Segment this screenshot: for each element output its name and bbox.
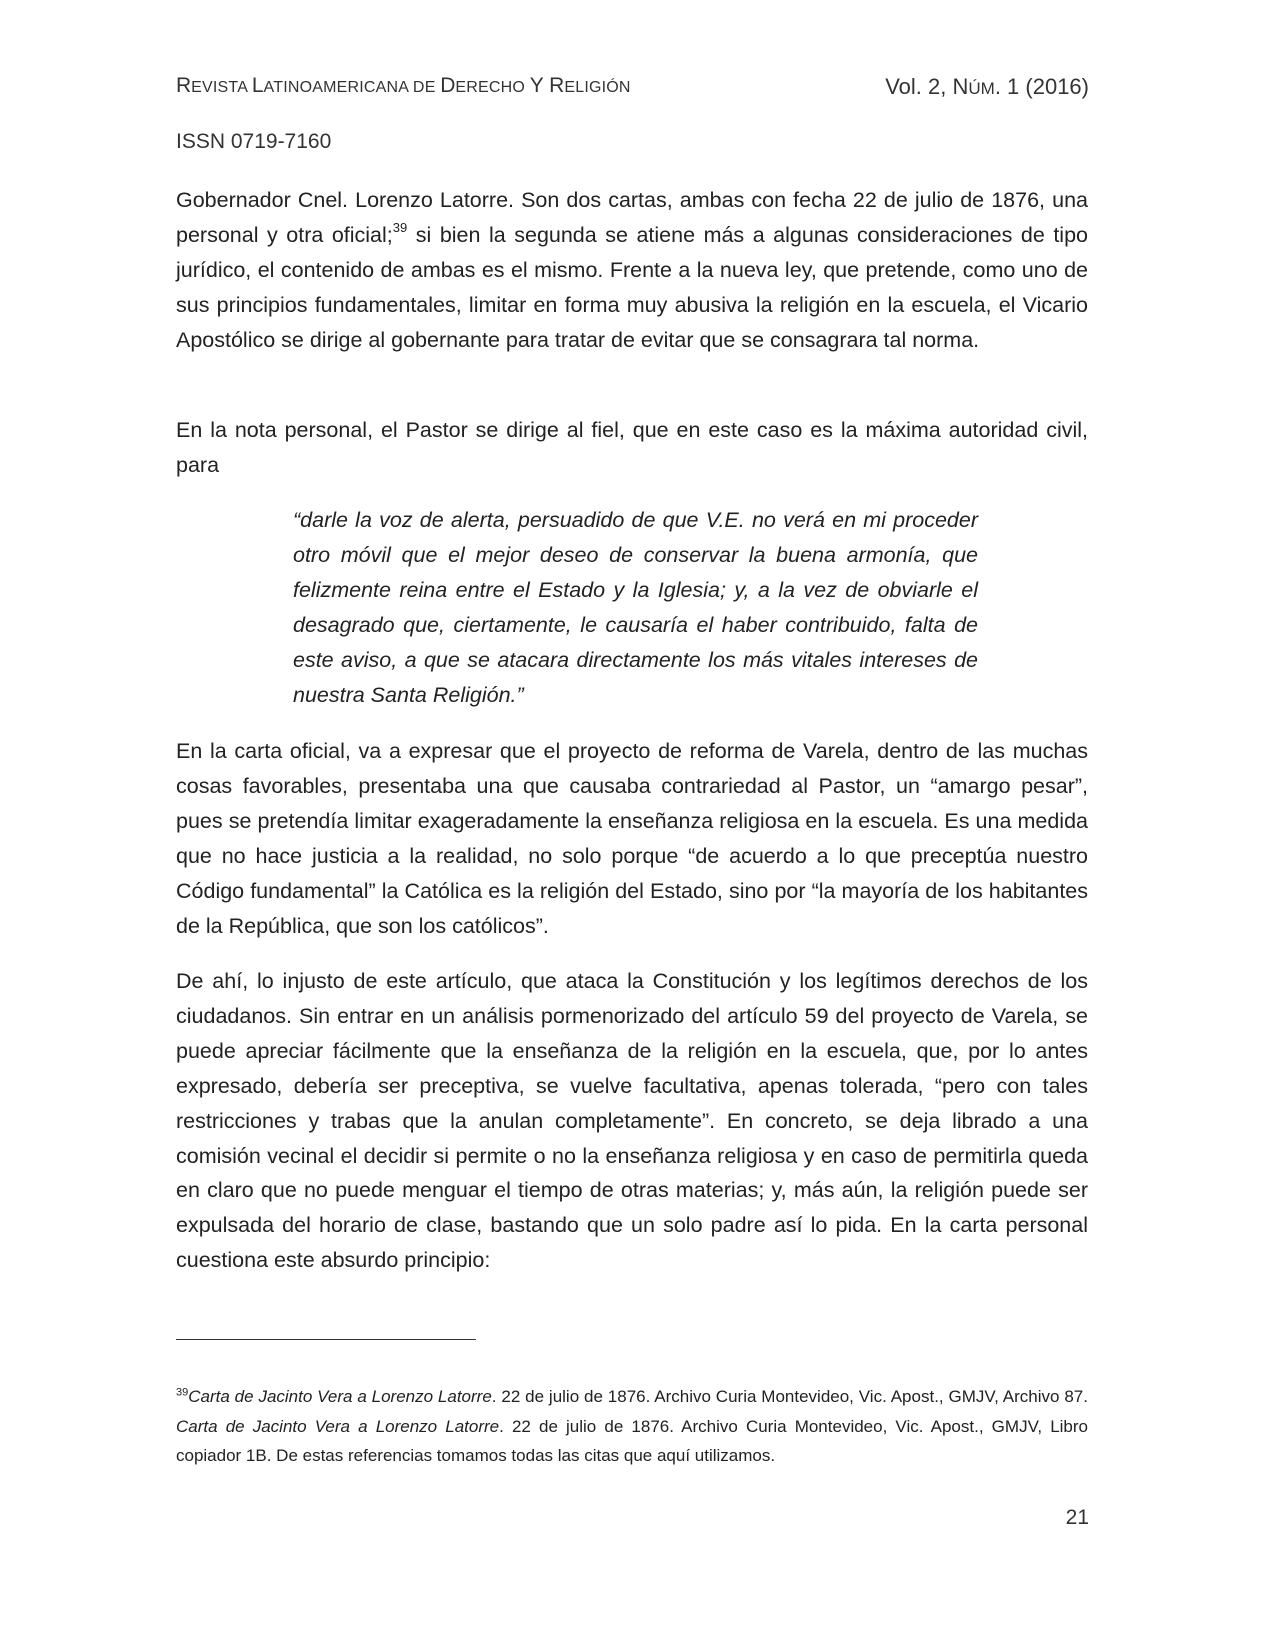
footnote-title: Carta de Jacinto Vera a Lorenzo Latorre: [188, 1387, 492, 1406]
volume-suffix: . 1 (2016): [994, 74, 1089, 99]
footnote-separator: [176, 1339, 476, 1340]
body-paragraph: En la carta oficial, va a expresar que el proyecto de reforma de Varela, dentro de las muchas cosas favorables, presentaba una que causaba contrariedad al Pastor, un “amargo pesar”, pues se pretendía limitar exageradamente la enseñanza religiosa en la escuela. Es una medida que no hace justicia a la realidad, no solo porque “de acuerdo a lo que preceptúa nuestro Código fundamental” la Católica es la religión del Estado, sino por “la mayoría de los habitantes de la República, que son los católicos”.: [176, 739, 1088, 938]
journal-title-part: D: [440, 74, 456, 97]
footnote: [176, 1382, 1088, 1471]
volume-smallcaps: ÚM: [968, 79, 995, 98]
journal-title-part: R: [176, 74, 192, 97]
journal-title: [176, 74, 631, 98]
journal-title-part: ATINOAMERICANA DE: [263, 79, 441, 96]
paragraph-text: si bien la segunda se atiene más a algunas consideraciones de tipo jurídico, el contenido de ambas es el mismo. Frente a la nueva ley, que pretende, como uno de sus principios fundamentales, limitar en forma muy abusiva la religión en la escuela, el Vicario Apostólico se dirige al gobernante para tratar de evitar que se consagrara tal norma.: [176, 222, 1088, 352]
journal-title-part: L: [251, 74, 264, 97]
page-number: 21: [1065, 1506, 1089, 1529]
body-paragraph: En la nota personal, el Pastor se dirige al fiel, que en este caso es la máxima autoridad civil, para: [176, 418, 1088, 477]
journal-title-part: ELIGIÓN: [564, 79, 631, 96]
footnote-reference[interactable]: 39: [392, 219, 408, 235]
footnote-title: Carta de Jacinto Vera a Lorenzo Latorre: [176, 1416, 500, 1436]
issn: ISSN 0719-7160: [176, 130, 332, 153]
volume-issue: [885, 74, 1089, 100]
body-paragraph: De ahí, lo injusto de este artículo, que ataca la Constitución y los legítimos derechos de los ciudadanos. Sin entrar en un análisis pormenorizado del artículo 59 del proyecto de Varela, se puede apreciar fácilmente que la enseñanza de la religión en la escuela, que, por lo antes expresado, debería ser preceptiva, se vuelve facultativa, apenas tolerada, “pero con tales restricciones y trabas que la anulan completamente”. En concreto, se deja librado a una comisión vecinal el decidir si permite o no la enseñanza religiosa y en caso de permitirla queda en claro que no puede menguar el tiempo de otras materias; y, más aún, la religión puede ser expulsada del horario de clase, bastando que un solo padre así lo pida. En la carta personal cuestiona este absurdo principio:: [176, 969, 1088, 1273]
block-quote: “darle la voz de alerta, persuadido de que V.E. no verá en mi proceder otro móvil que el mejor deseo de conservar la buena armonía, que felizmente reina entre el Estado y la Iglesia; y, a la vez de obviarle el desagrado que, ciertamente, le causaría el haber contribuido, falta de este aviso, a que se atacara directamente los más vitales intereses de nuestra Santa Religión.”: [293, 508, 978, 707]
footnote-text: . 22 de julio de 1876. Archivo Curia Montevideo, Vic. Apost., GMJV, Libro copiador 1B. De estas referencias tomamos todas las citas que aquí utilizamos.: [176, 1416, 1088, 1465]
journal-title-part: ERECHO: [455, 79, 530, 96]
volume-prefix: Vol. 2, N: [885, 74, 969, 99]
journal-title-part: EVISTA: [191, 79, 252, 96]
journal-title-part: Y R: [529, 74, 565, 97]
footnote-text: . 22 de julio de 1876. Archivo Curia Montevideo, Vic. Apost., GMJV, Archivo 87.: [491, 1387, 1088, 1406]
body-paragraph: [176, 183, 1088, 358]
footnote-number: 39: [176, 1386, 189, 1399]
paragraph-text: Gobernador Cnel. Lorenzo Latorre. Son dos cartas, ambas con fecha 22 de julio de 1876, una personal y otra oficial;: [176, 188, 1088, 247]
